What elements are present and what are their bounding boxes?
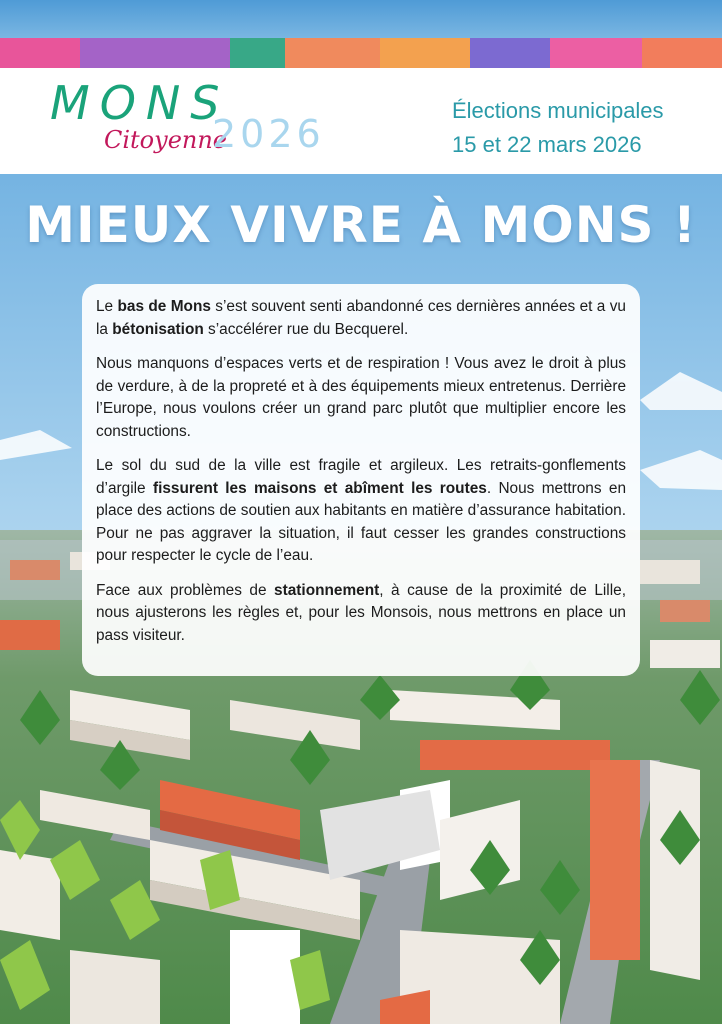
stripe-segment bbox=[230, 38, 285, 68]
stripe-segment bbox=[80, 38, 230, 68]
logo-year: 2026 bbox=[212, 112, 325, 156]
paragraph: Le bas de Mons s’est souvent senti abandonné ces dernières années et a vu la bétonisation s’accélérer rue du Becquerel. bbox=[96, 298, 626, 338]
stripe-segment bbox=[0, 38, 80, 68]
paragraph: Nous manquons d’espaces verts et de respiration ! Vous avez le droit à plus de verdure, à de la propreté et à des équipements mieux entretenus. Derrière l’Europe, nous voulons créer un grand parc plutôt que multiplier encore les constructions. bbox=[96, 355, 626, 440]
header bbox=[0, 68, 722, 174]
top-sky bbox=[0, 0, 722, 38]
election-title: Élections municipales bbox=[452, 98, 664, 123]
stripe-segment bbox=[380, 38, 470, 68]
election-dates: 15 et 22 mars 2026 bbox=[452, 132, 642, 157]
election-info bbox=[452, 94, 664, 162]
bold-text: fissurent les maisons et abîment les routes bbox=[152, 479, 487, 497]
paragraph: Le sol du sud de la ville est fragile et argileux. Les retraits-gonflements d’argile fissurent les maisons et abîment les routes. Nous mettrons en place des actions de soutien aux habitants en matière d’assurance habitation. Pour ne pas aggraver la situation, il faut cesser les grandes constructions pour respecter le cycle de l’eau. bbox=[96, 457, 626, 564]
page-title: MIEUX VIVRE À MONS ! bbox=[25, 196, 697, 254]
stripe-segment bbox=[550, 38, 642, 68]
stripe-segment bbox=[642, 38, 722, 68]
bold-text: stationnement bbox=[274, 581, 380, 599]
bold-text: bas de Mons bbox=[117, 298, 211, 315]
stripe-segment bbox=[470, 38, 550, 68]
paragraph: Face aux problèmes de stationnement, à cause de la proximité de Lille, nous ajusterons les règles et, pour les Monsois, nous mettrons en place un pass visiteur. bbox=[96, 581, 626, 644]
logo-citoyenne: Citoyenne bbox=[104, 126, 228, 154]
stripe-segment bbox=[285, 38, 380, 68]
logo-mons: MONS bbox=[50, 76, 230, 130]
color-stripe bbox=[0, 38, 722, 68]
text-card bbox=[82, 284, 640, 676]
bold-text: bétonisation bbox=[112, 320, 204, 338]
